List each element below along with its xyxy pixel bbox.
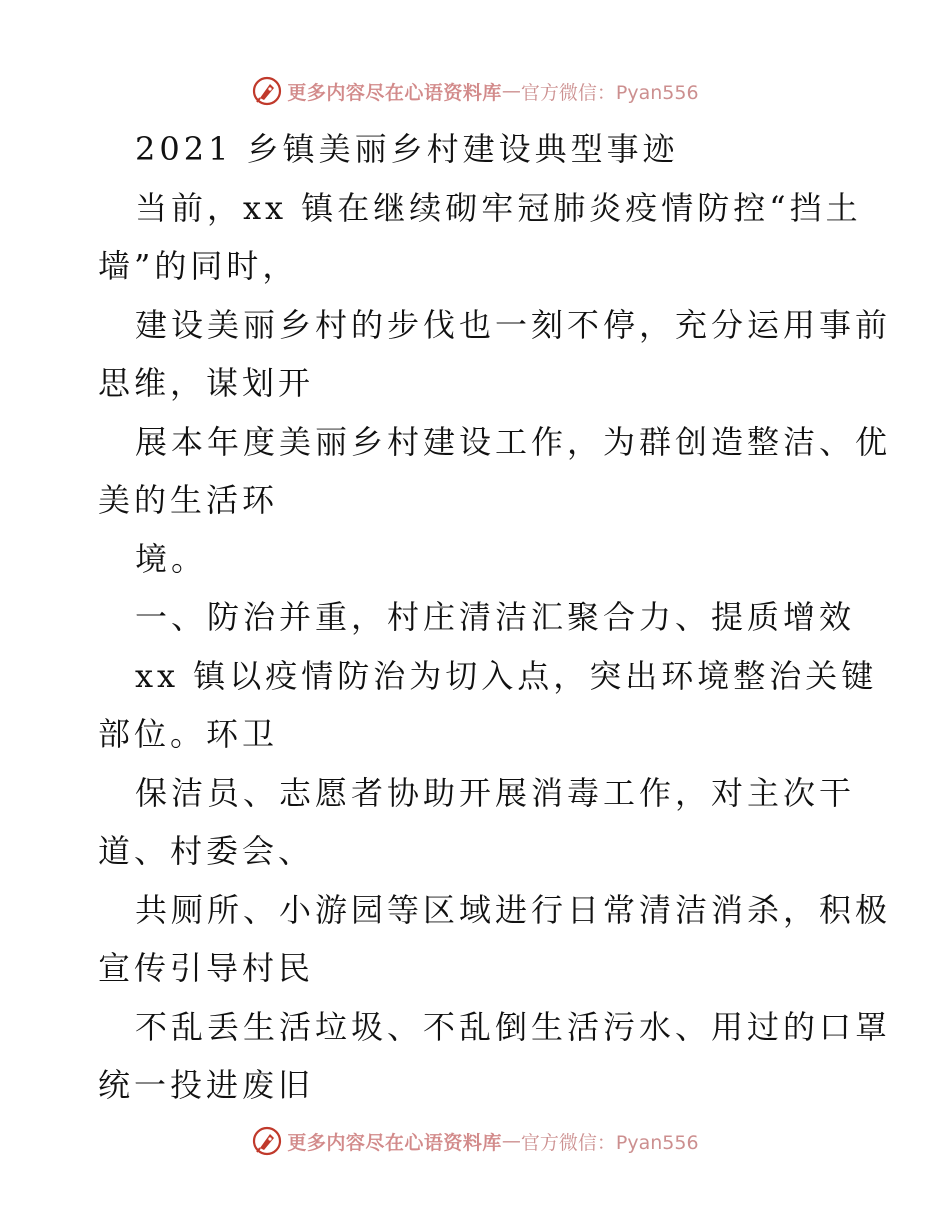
paragraph-line: 美的生活环 bbox=[98, 481, 279, 519]
paragraph-line: 道、村委会、 bbox=[98, 832, 315, 870]
paragraph-line: 思维，谋划开 bbox=[98, 364, 315, 402]
pen-nib-logo-icon bbox=[251, 1125, 283, 1157]
paragraph-line: 部位。环卫 bbox=[98, 715, 279, 753]
paragraph-line: 当前，xx 镇在继续砌牢冠肺炎疫情防控“挡土 bbox=[135, 188, 862, 227]
paragraph-line: 建设美丽乡村的步伐也一刻不停，充分运用事前 bbox=[135, 305, 892, 344]
watermark-brand-text: 更多内容尽在心语资料库 bbox=[287, 1131, 502, 1154]
paragraph-line: 统一投进废旧 bbox=[98, 1066, 315, 1104]
watermark-brand-text: 更多内容尽在心语资料库 bbox=[287, 81, 502, 104]
section-heading: 一、防治并重，村庄清洁汇聚合力、提质增效 bbox=[135, 598, 856, 636]
watermark-wechat-text: 官方微信：Pyan556 bbox=[520, 1131, 699, 1154]
paragraph-line: 展本年度美丽乡村建设工作，为群创造整洁、优 bbox=[135, 422, 892, 461]
paragraph-line: xx 镇以疫情防治为切入点，突出环境整治关键 bbox=[135, 656, 878, 695]
paragraph-line: 墙”的同时， bbox=[98, 247, 299, 285]
footer-watermark bbox=[0, 1121, 950, 1161]
watermark-dash: — bbox=[501, 80, 521, 102]
header-watermark bbox=[0, 71, 950, 111]
pen-nib-logo-icon bbox=[251, 75, 283, 107]
document-body bbox=[98, 120, 892, 1115]
paragraph-line: 保洁员、志愿者协助开展消毒工作，对主次干 bbox=[135, 773, 856, 812]
paragraph-line: 不乱丢生活垃圾、不乱倒生活污水、用过的口罩 bbox=[135, 1007, 892, 1046]
watermark-dash: — bbox=[501, 1130, 521, 1152]
paragraph-line: 共厕所、小游园等区域进行日常清洁消杀，积极 bbox=[135, 890, 892, 929]
paragraph-line: 宣传引导村民 bbox=[98, 949, 315, 987]
watermark-wechat-text: 官方微信：Pyan556 bbox=[520, 81, 699, 104]
document-title: 2021 乡镇美丽乡村建设典型事迹 bbox=[135, 130, 679, 168]
paragraph-line: 境。 bbox=[135, 539, 208, 578]
